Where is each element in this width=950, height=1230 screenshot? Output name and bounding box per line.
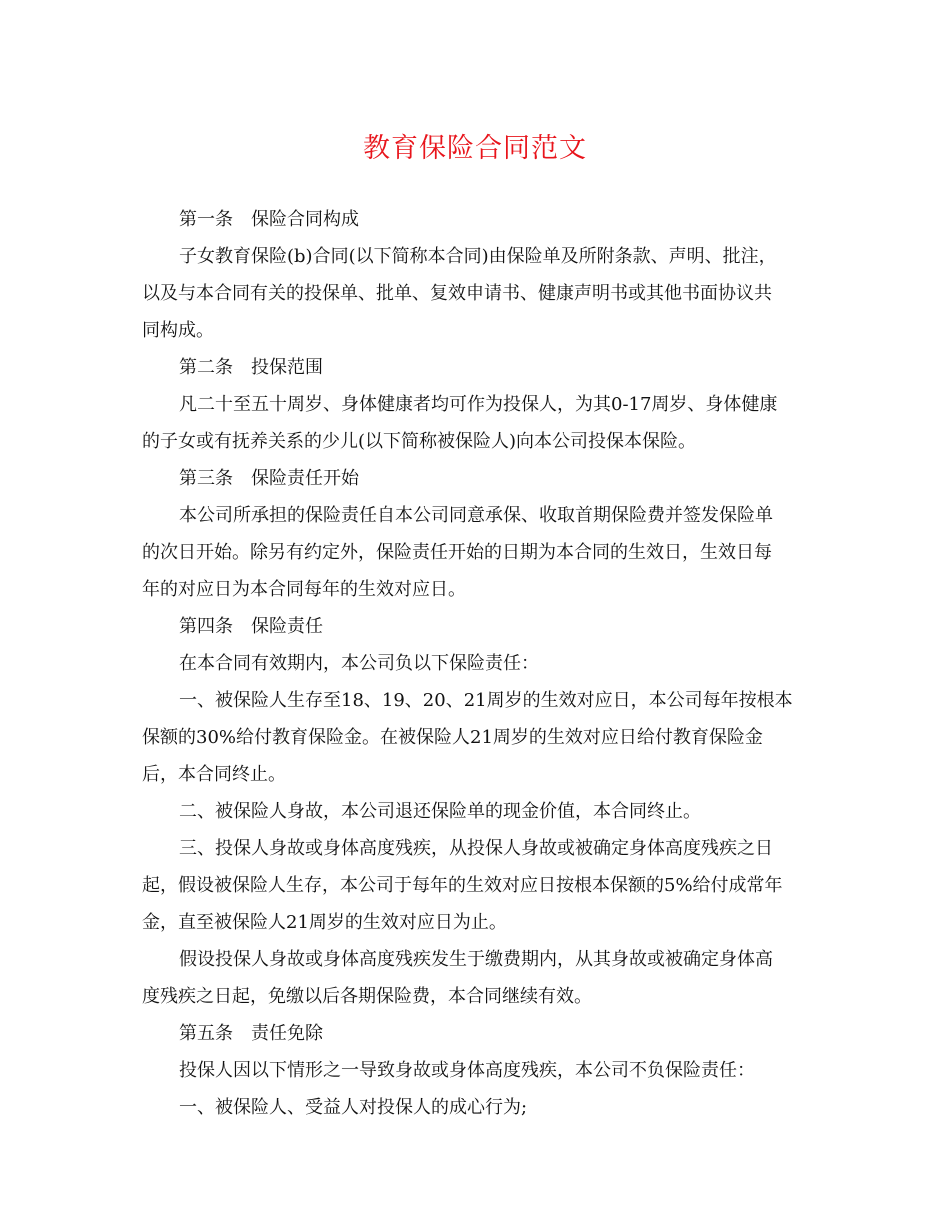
text-line: 三、投保人身故或身体高度残疾，从投保人身故或被确定身体高度残疾之日 [179, 838, 773, 859]
text-line: 第三条 保险责任开始 [179, 468, 359, 489]
document-title: 教育保险合同范文 [363, 133, 587, 164]
text-line: 度残疾之日起，免缴以后各期保险费，本合同继续有效。 [142, 986, 592, 1007]
text-line: 投保人因以下情形之一导致身故或身体高度残疾，本公司不负保险责任： [179, 1060, 755, 1081]
text-line: 的子女或有抚养关系的少儿(以下简称被保险人)向本公司投保本保险。 [142, 431, 697, 452]
text-line: 一、被保险人、受益人对投保人的成心行为; [179, 1097, 528, 1118]
text-line: 子女教育保险(b)合同(以下简称本合同)由保险单及所附条款、声明、批注， [179, 246, 777, 267]
text-line: 第五条 责任免除 [179, 1023, 323, 1044]
text-line: 假设投保人身故或身体高度残疾发生于缴费期内，从其身故或被确定身体高 [179, 949, 773, 970]
text-line: 同构成。 [142, 320, 214, 341]
text-line: 年的对应日为本合同每年的生效对应日。 [142, 579, 466, 600]
text-line: 本公司所承担的保险责任自本公司同意承保、收取首期保险费并签发保险单 [179, 505, 773, 526]
text-line: 的次日开始。除另有约定外，保险责任开始的日期为本合同的生效日，生效日每 [142, 542, 772, 563]
text-line: 以及与本合同有关的投保单、批单、复效申请书、健康声明书或其他书面协议共 [142, 283, 772, 304]
text-line: 二、被保险人身故，本公司退还保险单的现金价值，本合同终止。 [179, 801, 701, 822]
text-line: 凡二十至五十周岁、身体健康者均可作为投保人，为其0-17周岁、身体健康 [179, 394, 778, 415]
text-line: 第四条 保险责任 [179, 616, 323, 637]
text-line: 后，本合同终止。 [142, 764, 286, 785]
text-line: 保额的30%给付教育保险金。在被保险人21周岁的生效对应日给付教育保险金 [142, 727, 763, 748]
text-line: 一、被保险人生存至18、19、20、21周岁的生效对应日，本公司每年按根本 [179, 690, 793, 711]
document-body [142, 201, 810, 1126]
text-line: 金，直至被保险人21周岁的生效对应日为止。 [142, 912, 507, 933]
text-line: 第一条 保险合同构成 [179, 209, 359, 230]
text-line: 在本合同有效期内，本公司负以下保险责任： [179, 653, 539, 674]
text-line: 起，假设被保险人生存，本公司于每年的生效对应日按根本保额的5%给付成常年 [142, 875, 783, 896]
text-line: 第二条 投保范围 [179, 357, 323, 378]
